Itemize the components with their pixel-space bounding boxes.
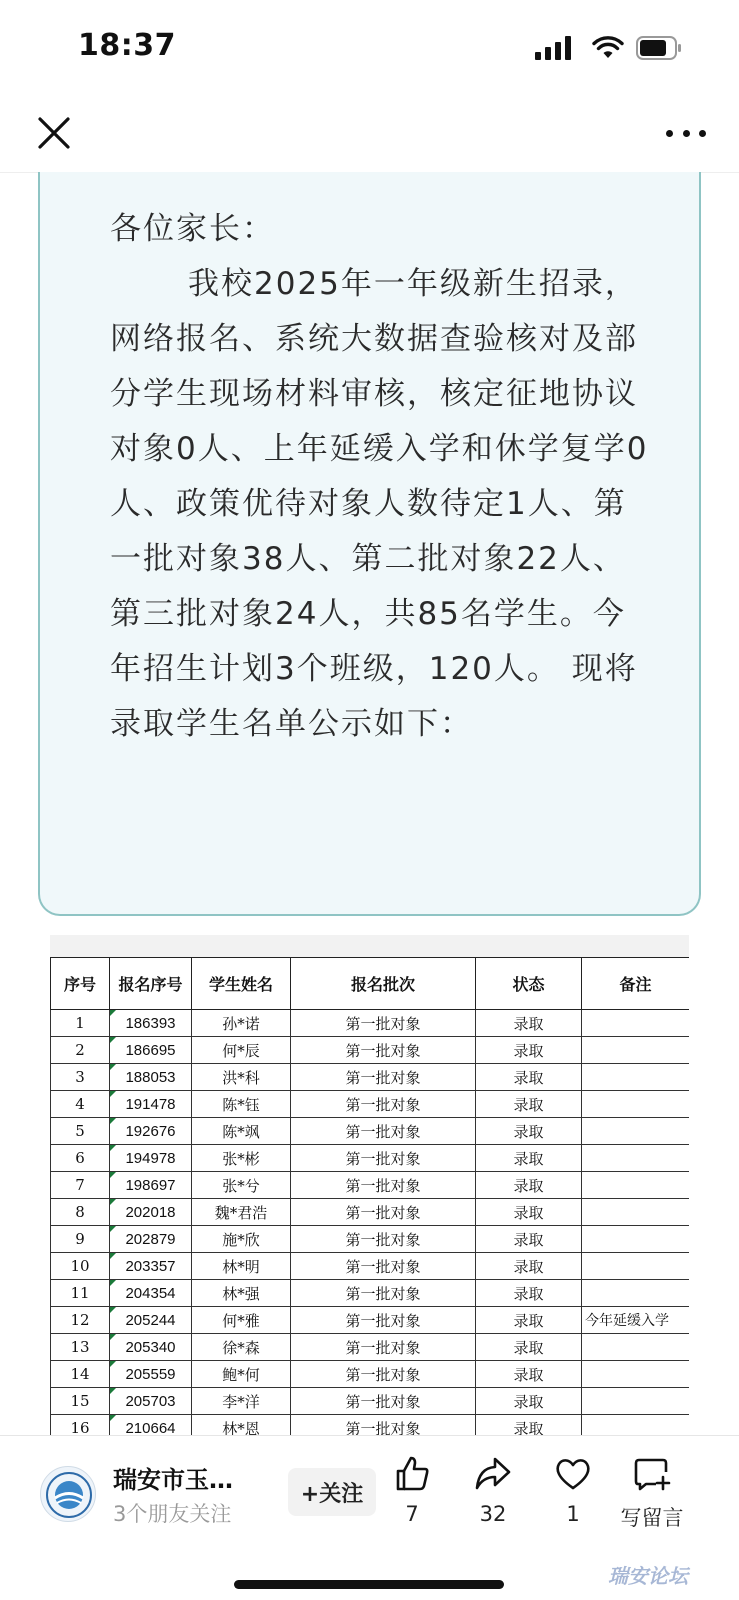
cell-index: 9 [51, 1226, 110, 1253]
cell-note [582, 1253, 690, 1280]
like-button[interactable] [372, 1454, 452, 1526]
cell-reg-no: 194978 [110, 1145, 192, 1172]
cell-status: 录取 [476, 1199, 582, 1226]
cell-batch: 第一批对象 [291, 1280, 476, 1307]
cell-student-name: 陈*飒 [192, 1118, 291, 1145]
cell-status: 录取 [476, 1334, 582, 1361]
cell-note [582, 1334, 690, 1361]
forum-watermark: 瑞安论坛 [608, 1564, 688, 1588]
header-note: 备注 [582, 958, 690, 1010]
cell-student-name: 何*辰 [192, 1037, 291, 1064]
cell-status: 录取 [476, 1010, 582, 1037]
cell-batch: 第一批对象 [291, 1172, 476, 1199]
status-bar [0, 0, 739, 95]
heart-icon [553, 1454, 593, 1494]
account-name[interactable]: 瑞安市玉… [113, 1466, 233, 1494]
notice-text [110, 202, 650, 752]
share-count: 32 [479, 1502, 507, 1526]
battery-icon [636, 36, 682, 60]
cell-status: 录取 [476, 1145, 582, 1172]
cell-reg-no: 192676 [110, 1118, 192, 1145]
table-row [51, 1037, 690, 1064]
cell-note [582, 1415, 690, 1436]
thumbs-up-icon [392, 1454, 432, 1494]
cell-batch: 第一批对象 [291, 1037, 476, 1064]
cell-student-name: 洪*科 [192, 1064, 291, 1091]
cell-student-name: 张*兮 [192, 1172, 291, 1199]
cell-batch: 第一批对象 [291, 1334, 476, 1361]
table-row [51, 1010, 690, 1037]
cell-batch: 第一批对象 [291, 1091, 476, 1118]
cell-note [582, 1091, 690, 1118]
table-row [51, 1172, 690, 1199]
cell-batch: 第一批对象 [291, 1307, 476, 1334]
cell-index: 16 [51, 1415, 110, 1436]
cell-note [582, 1388, 690, 1415]
cell-student-name: 林*恩 [192, 1415, 291, 1436]
cell-reg-no: 198697 [110, 1172, 192, 1199]
share-arrow-icon [473, 1454, 513, 1494]
cell-batch: 第一批对象 [291, 1388, 476, 1415]
cell-student-name: 孙*诺 [192, 1010, 291, 1037]
cell-index: 6 [51, 1145, 110, 1172]
cell-index: 11 [51, 1280, 110, 1307]
cell-batch: 第一批对象 [291, 1010, 476, 1037]
table-row [51, 1118, 690, 1145]
cell-batch: 第一批对象 [291, 1361, 476, 1388]
cell-note [582, 1280, 690, 1307]
school-logo-icon [41, 1467, 96, 1522]
cell-status: 录取 [476, 1307, 582, 1334]
header-student-name: 学生姓名 [192, 958, 291, 1010]
status-time: 18:37 [78, 28, 176, 63]
table-top-strip [50, 935, 689, 957]
cell-status: 录取 [476, 1037, 582, 1064]
cell-status: 录取 [476, 1172, 582, 1199]
favorite-count: 1 [566, 1502, 580, 1526]
friends-follow-count: 3个朋友关注 [113, 1502, 232, 1526]
admission-roster [50, 935, 689, 1435]
follow-button[interactable]: +关注 [288, 1468, 376, 1516]
cell-status: 录取 [476, 1064, 582, 1091]
notice-box [38, 172, 701, 916]
cell-reg-no: 205340 [110, 1334, 192, 1361]
cell-student-name: 徐*森 [192, 1334, 291, 1361]
cell-status: 录取 [476, 1253, 582, 1280]
like-count: 7 [405, 1502, 419, 1526]
cell-note: 今年延缓入学 [582, 1307, 690, 1334]
cell-index: 1 [51, 1010, 110, 1037]
header-reg-no: 报名序号 [110, 958, 192, 1010]
cell-reg-no: 205703 [110, 1388, 192, 1415]
cell-index: 15 [51, 1388, 110, 1415]
table-header-row [51, 958, 690, 1010]
cell-index: 13 [51, 1334, 110, 1361]
table-row [51, 1145, 690, 1172]
cell-index: 2 [51, 1037, 110, 1064]
cell-batch: 第一批对象 [291, 1145, 476, 1172]
cell-note [582, 1226, 690, 1253]
cell-note [582, 1145, 690, 1172]
cell-student-name: 张*彬 [192, 1145, 291, 1172]
comment-button[interactable] [612, 1454, 692, 1532]
cell-batch: 第一批对象 [291, 1118, 476, 1145]
cell-batch: 第一批对象 [291, 1199, 476, 1226]
table-row [51, 1361, 690, 1388]
notice-greeting: 各位家长： [110, 211, 275, 247]
header-status: 状态 [476, 958, 582, 1010]
cellular-signal-icon [535, 36, 571, 60]
table-row [51, 1064, 690, 1091]
table-row [51, 1253, 690, 1280]
cell-note [582, 1010, 690, 1037]
cell-student-name: 鲍*何 [192, 1361, 291, 1388]
roster-body [51, 1010, 690, 1436]
cell-status: 录取 [476, 1280, 582, 1307]
cell-reg-no: 186393 [110, 1010, 192, 1037]
table-row [51, 1334, 690, 1361]
cell-status: 录取 [476, 1388, 582, 1415]
home-indicator [234, 1580, 504, 1589]
table-row [51, 1199, 690, 1226]
share-button[interactable] [453, 1454, 533, 1526]
cell-student-name: 李*洋 [192, 1388, 291, 1415]
table-row [51, 1415, 690, 1436]
cell-note [582, 1118, 690, 1145]
cell-reg-no: 204354 [110, 1280, 192, 1307]
cell-reg-no: 202018 [110, 1199, 192, 1226]
cell-note [582, 1064, 690, 1091]
cell-note [582, 1172, 690, 1199]
cell-student-name: 何*雅 [192, 1307, 291, 1334]
account-avatar[interactable] [40, 1466, 96, 1522]
cell-batch: 第一批对象 [291, 1064, 476, 1091]
header-batch: 报名批次 [291, 958, 476, 1010]
cell-note [582, 1037, 690, 1064]
cell-note [582, 1199, 690, 1226]
header-index: 序号 [51, 958, 110, 1010]
cell-student-name: 魏*君浩 [192, 1199, 291, 1226]
cell-student-name: 林*强 [192, 1280, 291, 1307]
favorite-button[interactable] [533, 1454, 613, 1526]
cell-index: 3 [51, 1064, 110, 1091]
close-icon[interactable] [36, 115, 72, 151]
table-row [51, 1091, 690, 1118]
table-row [51, 1307, 690, 1334]
table-row [51, 1280, 690, 1307]
cell-index: 14 [51, 1361, 110, 1388]
table-row [51, 1388, 690, 1415]
table-row [51, 1226, 690, 1253]
cell-note [582, 1361, 690, 1388]
cell-batch: 第一批对象 [291, 1415, 476, 1436]
cell-status: 录取 [476, 1091, 582, 1118]
comment-label: 写留言 [620, 1506, 684, 1530]
cell-reg-no: 188053 [110, 1064, 192, 1091]
cell-reg-no: 186695 [110, 1037, 192, 1064]
cell-reg-no: 210664 [110, 1415, 192, 1436]
cell-reg-no: 205559 [110, 1361, 192, 1388]
more-options-icon[interactable] [666, 121, 706, 145]
cell-index: 7 [51, 1172, 110, 1199]
cell-status: 录取 [476, 1118, 582, 1145]
cell-index: 5 [51, 1118, 110, 1145]
nav-bar [0, 95, 739, 173]
wifi-icon [592, 36, 624, 60]
cell-index: 8 [51, 1199, 110, 1226]
cell-student-name: 林*明 [192, 1253, 291, 1280]
cell-batch: 第一批对象 [291, 1226, 476, 1253]
cell-reg-no: 202879 [110, 1226, 192, 1253]
cell-reg-no: 205244 [110, 1307, 192, 1334]
cell-status: 录取 [476, 1415, 582, 1436]
comment-add-icon [632, 1454, 672, 1494]
cell-student-name: 施*欣 [192, 1226, 291, 1253]
notice-body: 我校2025年一年级新生招录，网络报名、系统大数据查验核对及部分学生现场材料审核，核定征地协议对象0人、上年延缓入学和休学复学0人、政策优待对象人数待定1人、第一批对象38人、第二批对象22人、第三批对象24人，共85名学生。今年招生计划3个班级，120人。 现将录取学生名单公示如下： [110, 266, 649, 742]
cell-index: 10 [51, 1253, 110, 1280]
cell-reg-no: 203357 [110, 1253, 192, 1280]
cell-status: 录取 [476, 1361, 582, 1388]
cell-student-name: 陈*钰 [192, 1091, 291, 1118]
cell-status: 录取 [476, 1226, 582, 1253]
cell-batch: 第一批对象 [291, 1253, 476, 1280]
cell-index: 4 [51, 1091, 110, 1118]
cell-index: 12 [51, 1307, 110, 1334]
cell-reg-no: 191478 [110, 1091, 192, 1118]
roster-table [50, 957, 689, 1435]
